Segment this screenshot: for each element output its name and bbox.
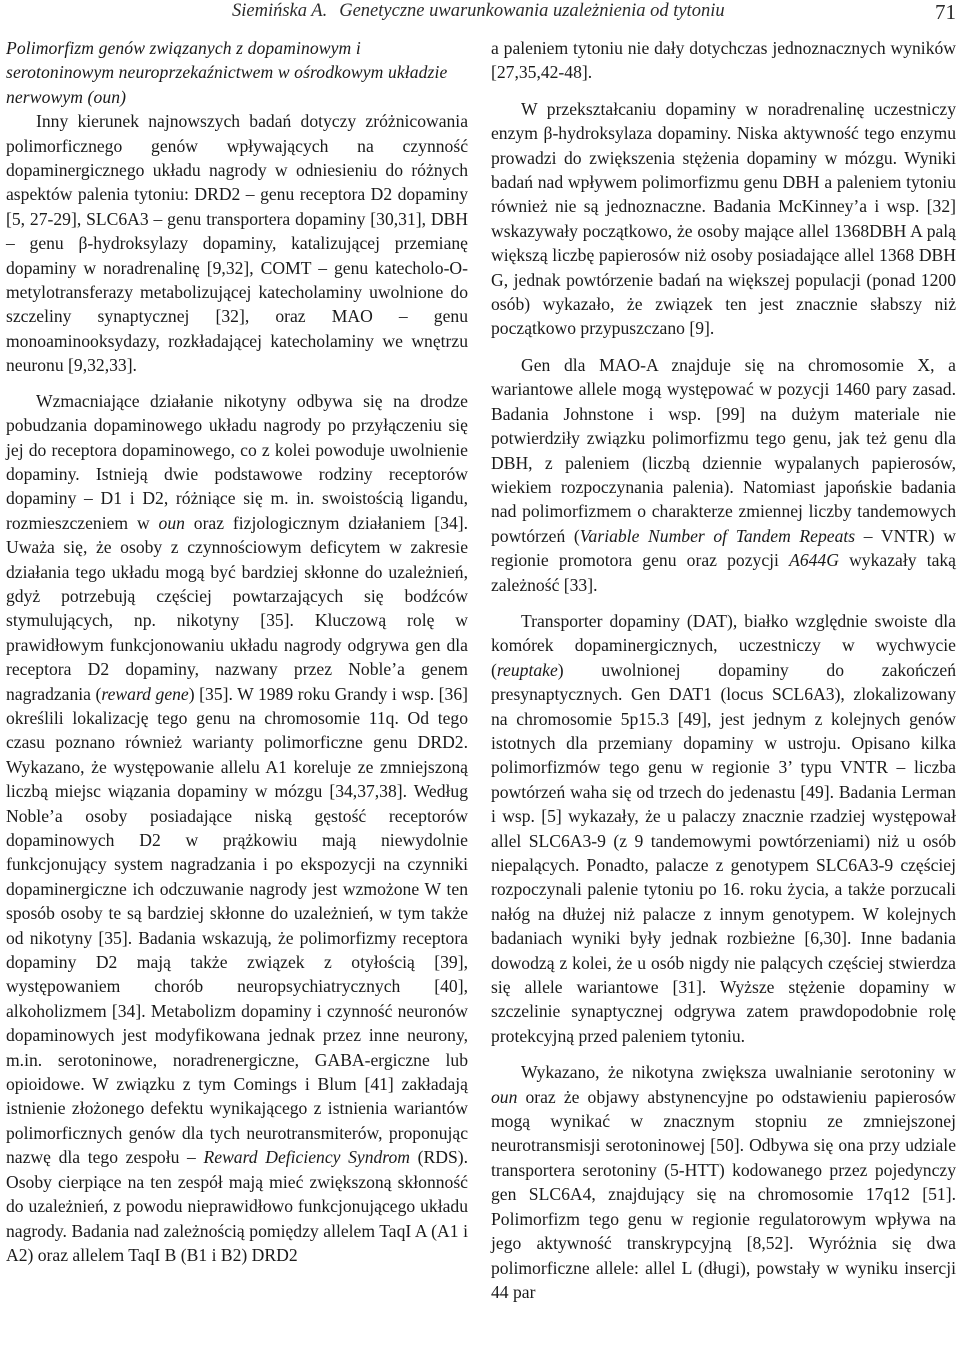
italic-term: A644G [789, 550, 839, 571]
text-run: oraz fizjologicznym działaniem [34]. Uważa się, że osoby z czynnościowym deficytem w zakresie działania tego układu mogą być bardziej skłonne do uzależnień, gdyż potrzebują częściej powtarzających się bodźców stymulujących, np. nikotyny [35]. Kluczową rolę w prawidłowym funkcjonowaniu układu nagrody odgrywa gen dla receptora D2 dopaminy, nazwany przez Noble’a genem nagradzania ( [6, 512, 468, 704]
paragraph [6, 389, 468, 1268]
text-run: Wykazano, że nikotyna zwiększa uwalnianie serotoniny w [521, 1062, 956, 1083]
text-run: Gen dla MAO-A znajduje się na chromosomie X, a wariantowe allele mogą występować w pozycji 1460 pary zasad. Badania Johnstone i wsp. [99] na dużym materiale nie potwierdziły związku polimorfizmu tego genu, jak też genu dla DBH, z paleniem (liczbą dziennie wypalanych papierosów, wiekiem rozpoczynania palenia). Natomiast japońskie badania nad polimorfizmem o charakterze zmiennej liczby tandemowych powtórzeń ( [491, 354, 956, 546]
running-article-title: Genetyczne uwarunkowania uzależnienia od tytoniu [339, 1, 725, 21]
italic-term: Reward Deficiency Syndrom [203, 1147, 411, 1168]
italic-term: reward gene [101, 683, 189, 704]
paragraph: W przekształcaniu dopaminy w noradrenalinę uczestniczy enzym β-hydroksylaza dopaminy. Niska aktywność tego enzymu prowadzi do zwiększenia stężenia dopaminy w mózgu. Wyniki badań nad wpływem polimorfizmu genu DBH a paleniem tytoniu również nie są jednoznaczne. Badania McKinney’a i wsp. [32] wskazywały początkowo, że osoby mające allel 1368DBH A palą większą liczbę papierosów niż osoby posiadające allel 1368 DBH G, jednak powtórzenie badań na większej populacji (ponad 1200 osób) wykazało, że związek ten jest znacznie słabszy niż początkowo przypuszczano [9]. [491, 98, 956, 339]
text-run: ) [35]. W 1989 roku Grandy i wsp. [36] określili lokalizację tego genu na chromosomie 11q. Od tego czasu poznano również warianty polimorficzne genu DRD2. Wykazano, że występowanie allelu A1 koreluje ze zmniejszoną liczbą miejsc wiązania dopaminy w mózgu [34,37,38]. Według Noble’a osoby posiadające niską gęstość receptorów dopaminowych D2 w prążkowiu mają niewydolnie funkcjonujący system nagradzania i po ekspozycji na czynniki dopaminergiczne ich odczuwanie nagrody jest wzmożone W ten sposób osoby te są bardziej skłonne do uzależnień, w tym także od nikotyny [35]. Badania wskazują, że polimorfizmy receptora dopaminy D2 mają także związek z otyłością [39], występowaniem chorób neuropsychiatrycznych [40], alkoholizmem [34]. Metabolizm dopaminy i czynność neuronów dopaminowych jest modyfikowana jednak przez inne neurony, m.in. serotoninowe, noradrenergiczne, GABA-ergiczne lub opioidowe. W związku z tym Comings i Blum [41] zakładają istnienie złożonego defektu wynikającego z istnienia wariantów polimorficznych genów dla tych neurotransmiterów, proponując nazwę dla tego zespołu – [6, 683, 468, 1168]
italic-term: oun [158, 512, 185, 533]
paragraph: Inny kierunek najnowszych badań dotyczy zróżnicowania polimorficznego genów wpływających na czynność dopaminergicznego układu nagrody w odniesieniu do różnych aspektów palenia tytoniu: DRD2 – genu receptora D2 dopaminy [5, 27-29], SLC6A3 – genu transportera dopaminy [30,31], DBH – genu β-hydroksylazy dopaminy, katalizującej przemianę dopaminy w noradrenalinę [9,32], COMT – genu katecholo-O-metylotransferazy metabolizującej katecholaminy uwolnione do szczeliny synaptycznej [32], oraz MAO – genu monoaminooksydazy, rozkładającej katecholaminy we wnętrzu neuronu [9,32,33]. [6, 111, 468, 376]
left-column [6, 36, 468, 1267]
italic-term: reuptake [496, 659, 558, 680]
text-run: (RDS). Osoby cierpiące na ten zespół mają mieć zwiększoną skłonność do uzależnień, z powodu nieprawidłowo funkcjonującego układu nagrody. Badania nad zależnością pomiędzy allelem TaqI A (A1 i A2) oraz allelem TaqI B (B1 i B2) DRD2 [6, 1147, 469, 1265]
paragraph [491, 353, 956, 597]
text-run: oraz że objawy abstynencyjne po odstawieniu papierosów mogą wynikać w znacznym stopniu ze zmniejszonej neurotransmisji serotoninowej [50]. Odbywa się ona przy udziale transportera serotoniny (5-HTT) kodowanego przez pojedynczy gen SLC6A4, znajdujący się na chromosomie 17q12 [51]. Polimorfizm tego genu w regionie regulatorowym wpływa na jego aktywność transkrypcyjną [8,52]. Wyróżnia się dwa polimorficzne allele: allel L (długi), powstały w wyniku insercji 44 par [491, 1086, 956, 1302]
paragraph [491, 1060, 956, 1304]
italic-term: Variable Number of Tandem Repeats [579, 525, 856, 546]
section-heading: Polimorfizm genów związanych z dopaminowym i serotoninowym neuroprzekaźnictwem w ośrodkowym układzie nerwowym (oun) [6, 38, 448, 107]
text-run: ) uwolnionej dopaminy do zakończeń presynaptycznych. Gen DAT1 (locus SCL6A3), zlokalizowany na chromosomie 5p15.3 [49], jest jednym z kolejnych genów istotnych dla przemiany dopaminy w ustroju. Opisano kilka polimorfizmów tego genu w regionie 3’ typu VNTR – liczba powtórzeń waha się od trzech do jedenastu [49]. Badania Lerman i wsp. [5] wykazały, że u palaczy znacznie rzadziej występował allel SLC6A3-9 (z 9 tandemowymi powtórzeniami) niż u osób niepalących. Ponadto, palacze z genotypem SLC6A3-9 częściej rozpoczynali palenie tytoniu po 16. roku życia, a także porzucali nałóg na dłużej niż palacze z innym genotypem. W kolejnych badaniach wyniki były jednak rozbieżne [6,30]. Inne badania dowodzą z kolei, że u osób nigdy nie palących częściej stwierdza się allele wariantowe [31]. Wyższe stężenie dopaminy w szczelinie synaptycznej odgrywa zatem prawdopodobnie rolę protekcyjną przed paleniem tytoniu. [491, 659, 956, 1046]
running-header [0, 0, 960, 30]
text-run: Transporter dopaminy (DAT), białko względnie swoiste dla komórek dopaminergicznych, uczestniczy w wychwycie ( [491, 610, 956, 680]
text-run: Wzmacniające działanie nikotyny odbywa się na drodze pobudzania dopaminowego układu nagrody po przyłączeniu się jej do receptora dopaminowego, co z kolei powoduje uwolnienie dopaminy. Istnieją dwie podstawowe rodziny receptorów dopaminy – D1 i D2, różniące się m. in. swoistością ligandu, rozmieszczeniem w [6, 390, 468, 533]
running-author: Siemińska A. [232, 1, 328, 21]
text-run: – VNTR) w regionie promotora genu oraz pozycji [491, 525, 957, 571]
running-title [232, 0, 725, 22]
text-run: wykazały taką zależność [33]. [491, 550, 956, 595]
page-number: 71 [935, 0, 956, 24]
paragraph [491, 609, 956, 1048]
italic-term: oun [491, 1086, 518, 1107]
paragraph: a paleniem tytoniu nie dały dotychczas jednoznacznych wyników [27,35,42-48]. [491, 38, 956, 83]
right-column [491, 36, 956, 1304]
